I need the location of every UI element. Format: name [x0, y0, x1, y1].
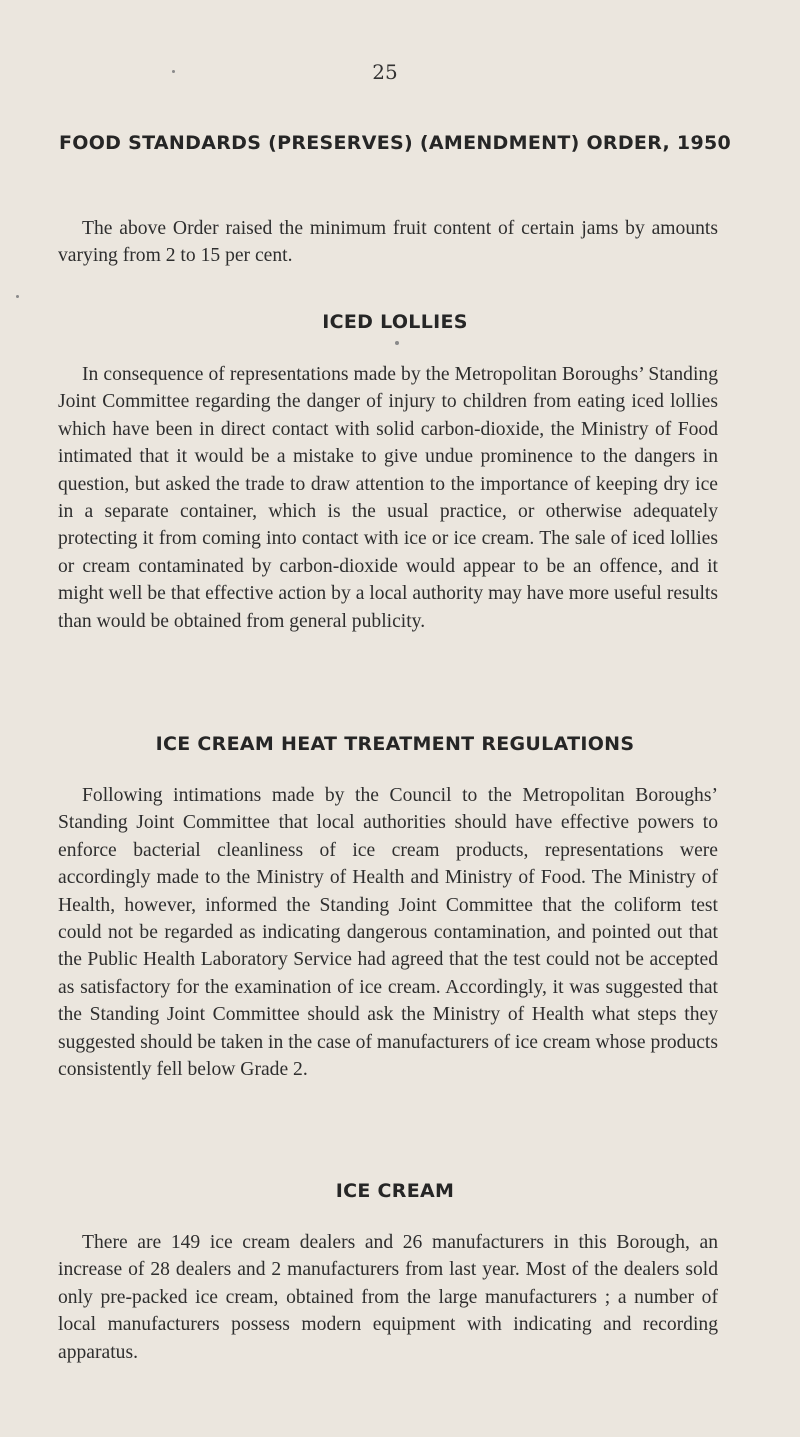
paragraph-food-standards: The above Order raised the minimum fruit content of certain jams by amounts varying from 2 to 15 per cent. [58, 218, 718, 267]
paper-speck [16, 295, 19, 298]
paper-speck [395, 341, 399, 345]
paragraph-ice-cream: There are 149 ice cream dealers and 26 manufacturers in this Borough, an increase of 28 dealers and 2 manufacturers from last year. Most of the dealers sold only pre-packed ice cream, obtained from the large manufacturers ; a number of local manufacturers possess modern equipment with indicating and recording apparatus. [58, 1232, 718, 1363]
paper-speck [172, 70, 175, 73]
heading-iced-lollies: ICED LOLLIES [322, 311, 468, 333]
heading-food-standards: FOOD STANDARDS (PRESERVES) (AMENDMENT) ORDER, 1950 [58, 132, 732, 154]
paragraph-iced-lollies: In consequence of representations made by the Metropolitan Boroughs’ Standing Joint Committee regarding the danger of injury to children from eating iced lollies which have been in direct contact with solid carbon-dioxide, the Ministry of Food intimated that it would be a mistake to give undue prominence to the dangers in question, but asked the trade to draw attention to the importance of keeping dry ice in a separate container, which is the usual practice, or otherwise adequately protecting it from coming into contact with ice or ice cream. The sale of iced lollies or cream contaminated by carbon-dioxide would appear to be an offence, and it might well be that effective action by a local authority may have more useful results than would be obtained from general publicity. [58, 364, 718, 632]
heading-heat-treatment: ICE CREAM HEAT TREATMENT REGULATIONS [155, 733, 635, 755]
page-number: 25 [372, 60, 398, 84]
paragraph-heat-treatment: Following intimations made by the Council to the Metropolitan Boroughs’ Standing Joint Committee that local authorities should have effective powers to enforce bacterial cleanliness of ice cream products, representations were accordingly made to the Ministry of Health and Ministry of Food. The Ministry of Health, however, informed the Standing Joint Committee that the coliform test could not be regarded as indicating dangerous contamination, and pointed out that the Public Health Laboratory Service had agreed that the test could not be accepted as satisfactory for the examination of ice cream. Accordingly, it was suggested that the Standing Joint Committee should ask the Ministry of Health what steps they suggested should be taken in the case of manufacturers of ice cream whose products consistently fell below Grade 2. [58, 785, 718, 1081]
heading-ice-cream: ICE CREAM [335, 1180, 455, 1202]
